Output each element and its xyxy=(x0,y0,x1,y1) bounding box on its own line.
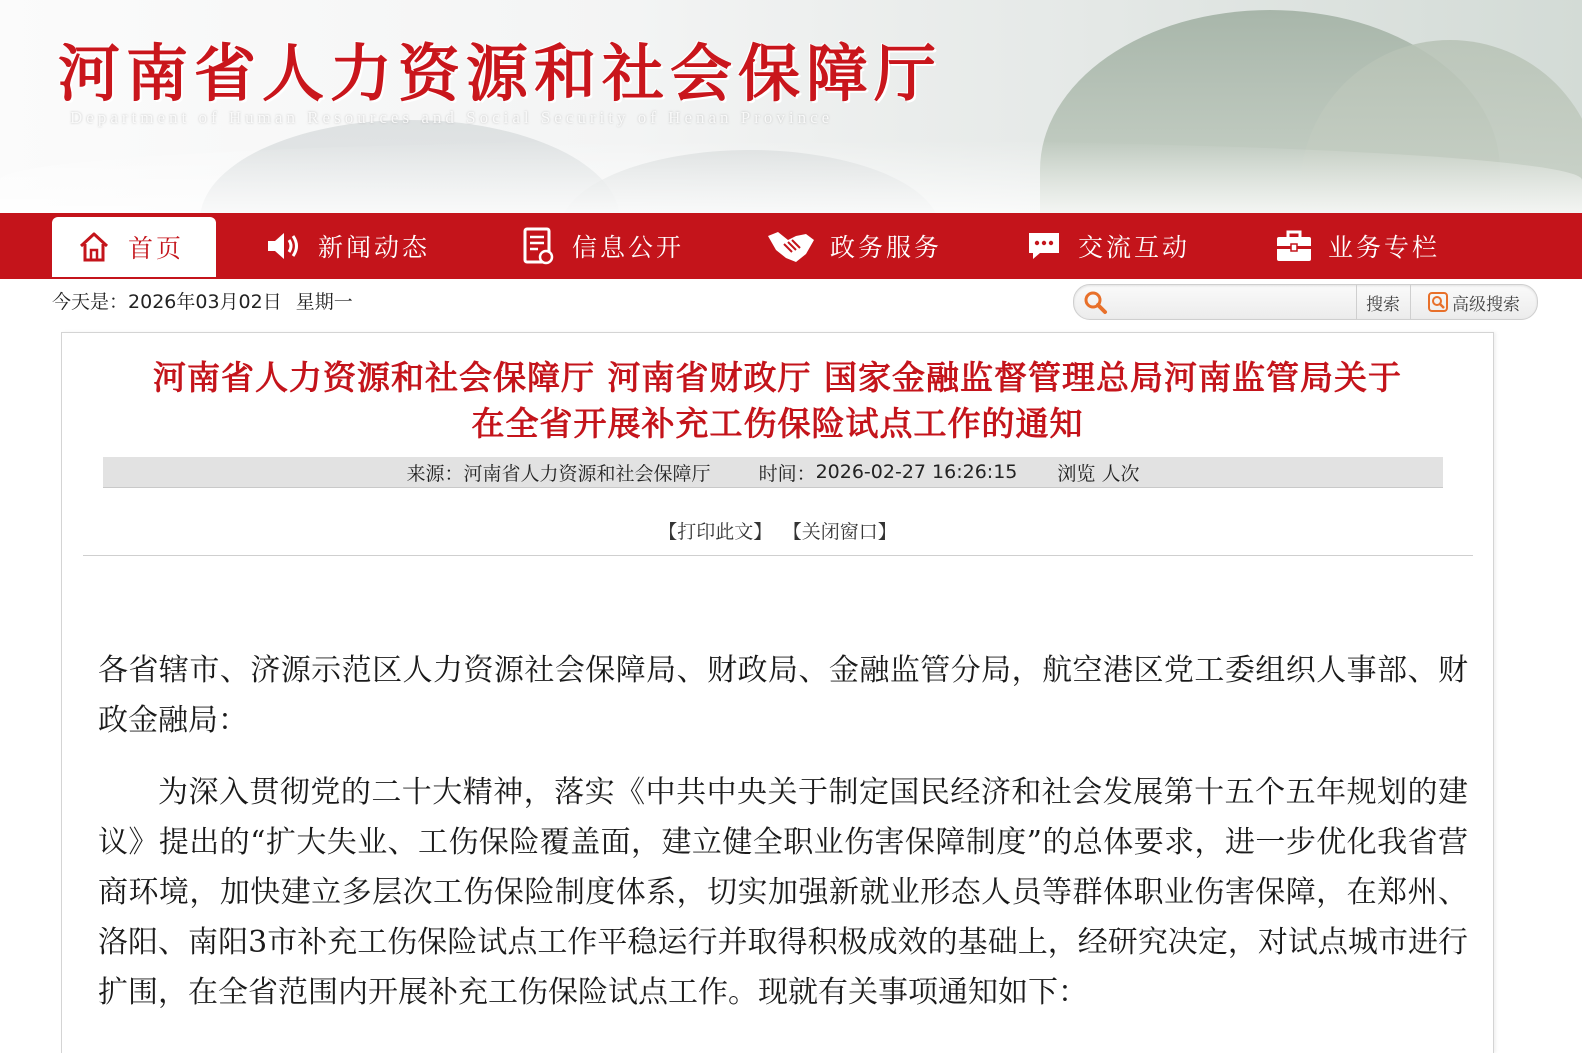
chat-icon xyxy=(1024,226,1064,266)
views-label: 浏览 xyxy=(1057,462,1096,485)
nav-item-interaction[interactable] xyxy=(1024,213,1190,279)
advanced-search-label: 高级搜索 xyxy=(1452,294,1520,315)
nav-item-gov-service[interactable] xyxy=(766,213,942,279)
briefcase-icon xyxy=(1274,226,1314,266)
weekday: 星期一 xyxy=(295,291,353,313)
advanced-search-icon xyxy=(1428,292,1448,312)
close-window-link[interactable]: 【关闭窗口】 xyxy=(792,521,897,543)
article-paragraph: 为深入贯彻党的二十大精神，落实《中共中央关于制定国民经济和社会发展第十五个五年规划的建议》提出的“扩大失业、工伤保险覆盖面，建立健全职业伤害保障制度”的总体要求，进一步优化我省营商环境，加快建立多层次工伤保险制度体系，切实加强新就业形态人员等群体职业伤害保障，在郑州、洛阳、南阳3市补充工伤保险试点工作平稳运行并取得积极成效的基础上，经研究决定，对试点城市进行扩围，在全省范围内开展补充工伤保险试点工作。现就有关事项通知如下： xyxy=(98,775,1468,1010)
nav-label: 信息公开 xyxy=(572,233,685,262)
article-actions xyxy=(62,517,1493,544)
article-title-line1: 河南省人力资源和社会保障厅 河南省财政厅 国家金融监督管理总局河南监管局关于 xyxy=(153,358,1402,397)
print-link[interactable]: 【打印此文】 xyxy=(658,521,773,543)
nav-label: 交流互动 xyxy=(1078,233,1191,262)
date-value: 2026年03月02日 xyxy=(128,291,282,313)
nav-item-info-public[interactable] xyxy=(518,213,684,279)
views-unit: 人次 xyxy=(1101,462,1140,485)
time-value: 2026-02-27 16:26:15 xyxy=(815,461,1018,483)
date-label: 今天是： xyxy=(52,291,129,313)
article-paragraph: 各省辖市、济源示范区人力资源社会保障局、财政局、金融监管分局，航空港区党工委组织人事部、财政金融局： xyxy=(98,653,1468,738)
divider xyxy=(83,555,1473,556)
banner-fog xyxy=(0,140,1582,214)
nav-label: 业务专栏 xyxy=(1328,233,1441,262)
source-value: 河南省人力资源和社会保障厅 xyxy=(463,462,711,485)
nav-item-news[interactable] xyxy=(264,213,430,279)
search-bar xyxy=(1073,284,1538,320)
nav-item-columns[interactable] xyxy=(1274,213,1440,279)
site-title: 河南省人力资源和社会保障厅 xyxy=(58,37,943,110)
site-subtitle: Department of Human Resources and Social Security of Henan Province xyxy=(70,108,834,127)
date-display xyxy=(52,287,367,314)
article-body xyxy=(98,646,1468,1040)
article-meta xyxy=(103,457,1443,488)
handshake-icon xyxy=(766,226,816,266)
nav-label: 新闻动态 xyxy=(318,233,431,262)
home-icon xyxy=(74,227,114,267)
main-nav xyxy=(0,213,1582,279)
article-title xyxy=(62,355,1493,447)
search-icon xyxy=(1082,289,1108,319)
article-container xyxy=(61,332,1494,1053)
time-label: 时间： xyxy=(758,462,816,485)
speaker-icon xyxy=(264,226,304,266)
article-title-line2: 在全省开展补充工伤保险试点工作的通知 xyxy=(471,404,1084,443)
search-button[interactable]: 搜索 xyxy=(1356,285,1409,319)
source-label: 来源： xyxy=(406,462,464,485)
nav-label: 政务服务 xyxy=(830,233,943,262)
nav-item-home[interactable] xyxy=(52,217,216,277)
advanced-search-button[interactable] xyxy=(1410,285,1537,319)
document-icon xyxy=(518,226,558,266)
header-banner xyxy=(0,0,1582,214)
nav-label: 首页 xyxy=(128,234,185,263)
